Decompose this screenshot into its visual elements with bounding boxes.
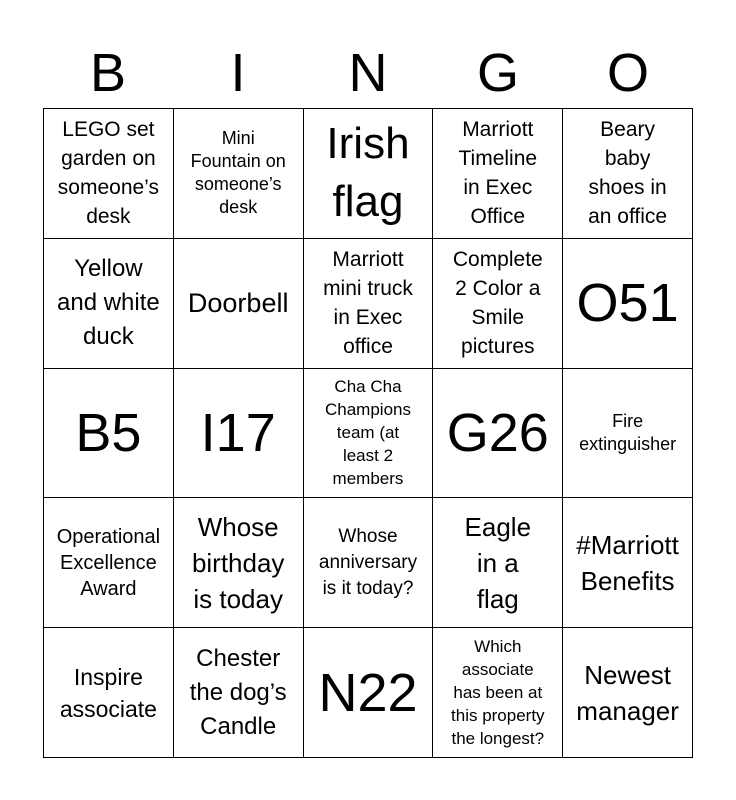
- bingo-cell-g5[interactable]: [433, 628, 563, 758]
- cell-text: Complete 2 Color a Smile pictures: [452, 248, 543, 359]
- bingo-cell-i1[interactable]: [174, 109, 304, 239]
- cell-text: Irish flag: [326, 119, 410, 227]
- bingo-cell-i5[interactable]: [174, 628, 304, 758]
- header-letter-b: B: [89, 43, 127, 103]
- bingo-cell-b5[interactable]: [44, 628, 174, 758]
- cell-text: O51: [576, 273, 679, 334]
- cell-text: Marriott mini truck in Exec office: [323, 248, 413, 359]
- bingo-cell-n4[interactable]: [304, 498, 434, 628]
- bingo-cell-g4[interactable]: [433, 498, 563, 628]
- bingo-cell-o1[interactable]: [563, 109, 693, 239]
- bingo-cell-g2[interactable]: [433, 239, 563, 369]
- cell-text: Yellow and white duck: [57, 255, 160, 351]
- bingo-cell-g3[interactable]: [433, 369, 563, 499]
- header-letter-o: O: [606, 43, 649, 103]
- bingo-board: [43, 108, 693, 758]
- bingo-cell-n1[interactable]: [304, 109, 434, 239]
- bingo-header: [43, 38, 693, 108]
- bingo-cell-g1[interactable]: [433, 109, 563, 239]
- bingo-cell-n2[interactable]: [304, 239, 434, 369]
- cell-text: Newest manager: [576, 659, 679, 726]
- cell-text: Doorbell: [187, 288, 289, 319]
- header-letter-g: G: [476, 43, 519, 103]
- cell-text: Whose birthday is today: [191, 511, 285, 614]
- cell-text: Whose anniversary is it today?: [318, 525, 418, 599]
- cell-text: Which associate has been at this property the longest?: [451, 637, 545, 749]
- header-letter-n: N: [348, 43, 388, 103]
- bingo-cell-o5[interactable]: [563, 628, 693, 758]
- cell-text: LEGO set garden on someone’s desk: [57, 118, 159, 229]
- bingo-cell-o4[interactable]: [563, 498, 693, 628]
- bingo-cell-i2[interactable]: [174, 239, 304, 369]
- cell-text: #Marriott Benefits: [576, 529, 679, 596]
- bingo-cell-o2[interactable]: [563, 239, 693, 369]
- bingo-cell-n3[interactable]: [304, 369, 434, 499]
- cell-text: Beary baby shoes in an office: [588, 118, 668, 229]
- bingo-cell-i4[interactable]: [174, 498, 304, 628]
- cell-text: Fire extinguisher: [579, 410, 677, 454]
- bingo-cell-n5[interactable]: [304, 628, 434, 758]
- cell-text: I17: [200, 402, 276, 463]
- cell-text: Cha Cha Champions team (at least 2 members: [324, 377, 411, 489]
- bingo-cell-b1[interactable]: [44, 109, 174, 239]
- cell-text: B5: [75, 402, 142, 463]
- bingo-cell-o3[interactable]: [563, 369, 693, 499]
- cell-text: N22: [318, 662, 418, 723]
- bingo-cell-b2[interactable]: [44, 239, 174, 369]
- bingo-cell-b3[interactable]: [44, 369, 174, 499]
- cell-text: Marriott Timeline in Exec Office: [458, 118, 538, 229]
- cell-text: Chester the dog’s Candle: [189, 644, 287, 740]
- bingo-cell-b4[interactable]: [44, 498, 174, 628]
- header-letter-i: I: [230, 43, 246, 103]
- bingo-cell-i3[interactable]: [174, 369, 304, 499]
- cell-text: Inspire associate: [59, 663, 157, 722]
- cell-text: Eagle in a flag: [464, 511, 532, 614]
- cell-text: Operational Excellence Award: [56, 525, 161, 600]
- cell-text: G26: [446, 402, 549, 463]
- cell-text: Mini Fountain on someone’s desk: [190, 128, 286, 218]
